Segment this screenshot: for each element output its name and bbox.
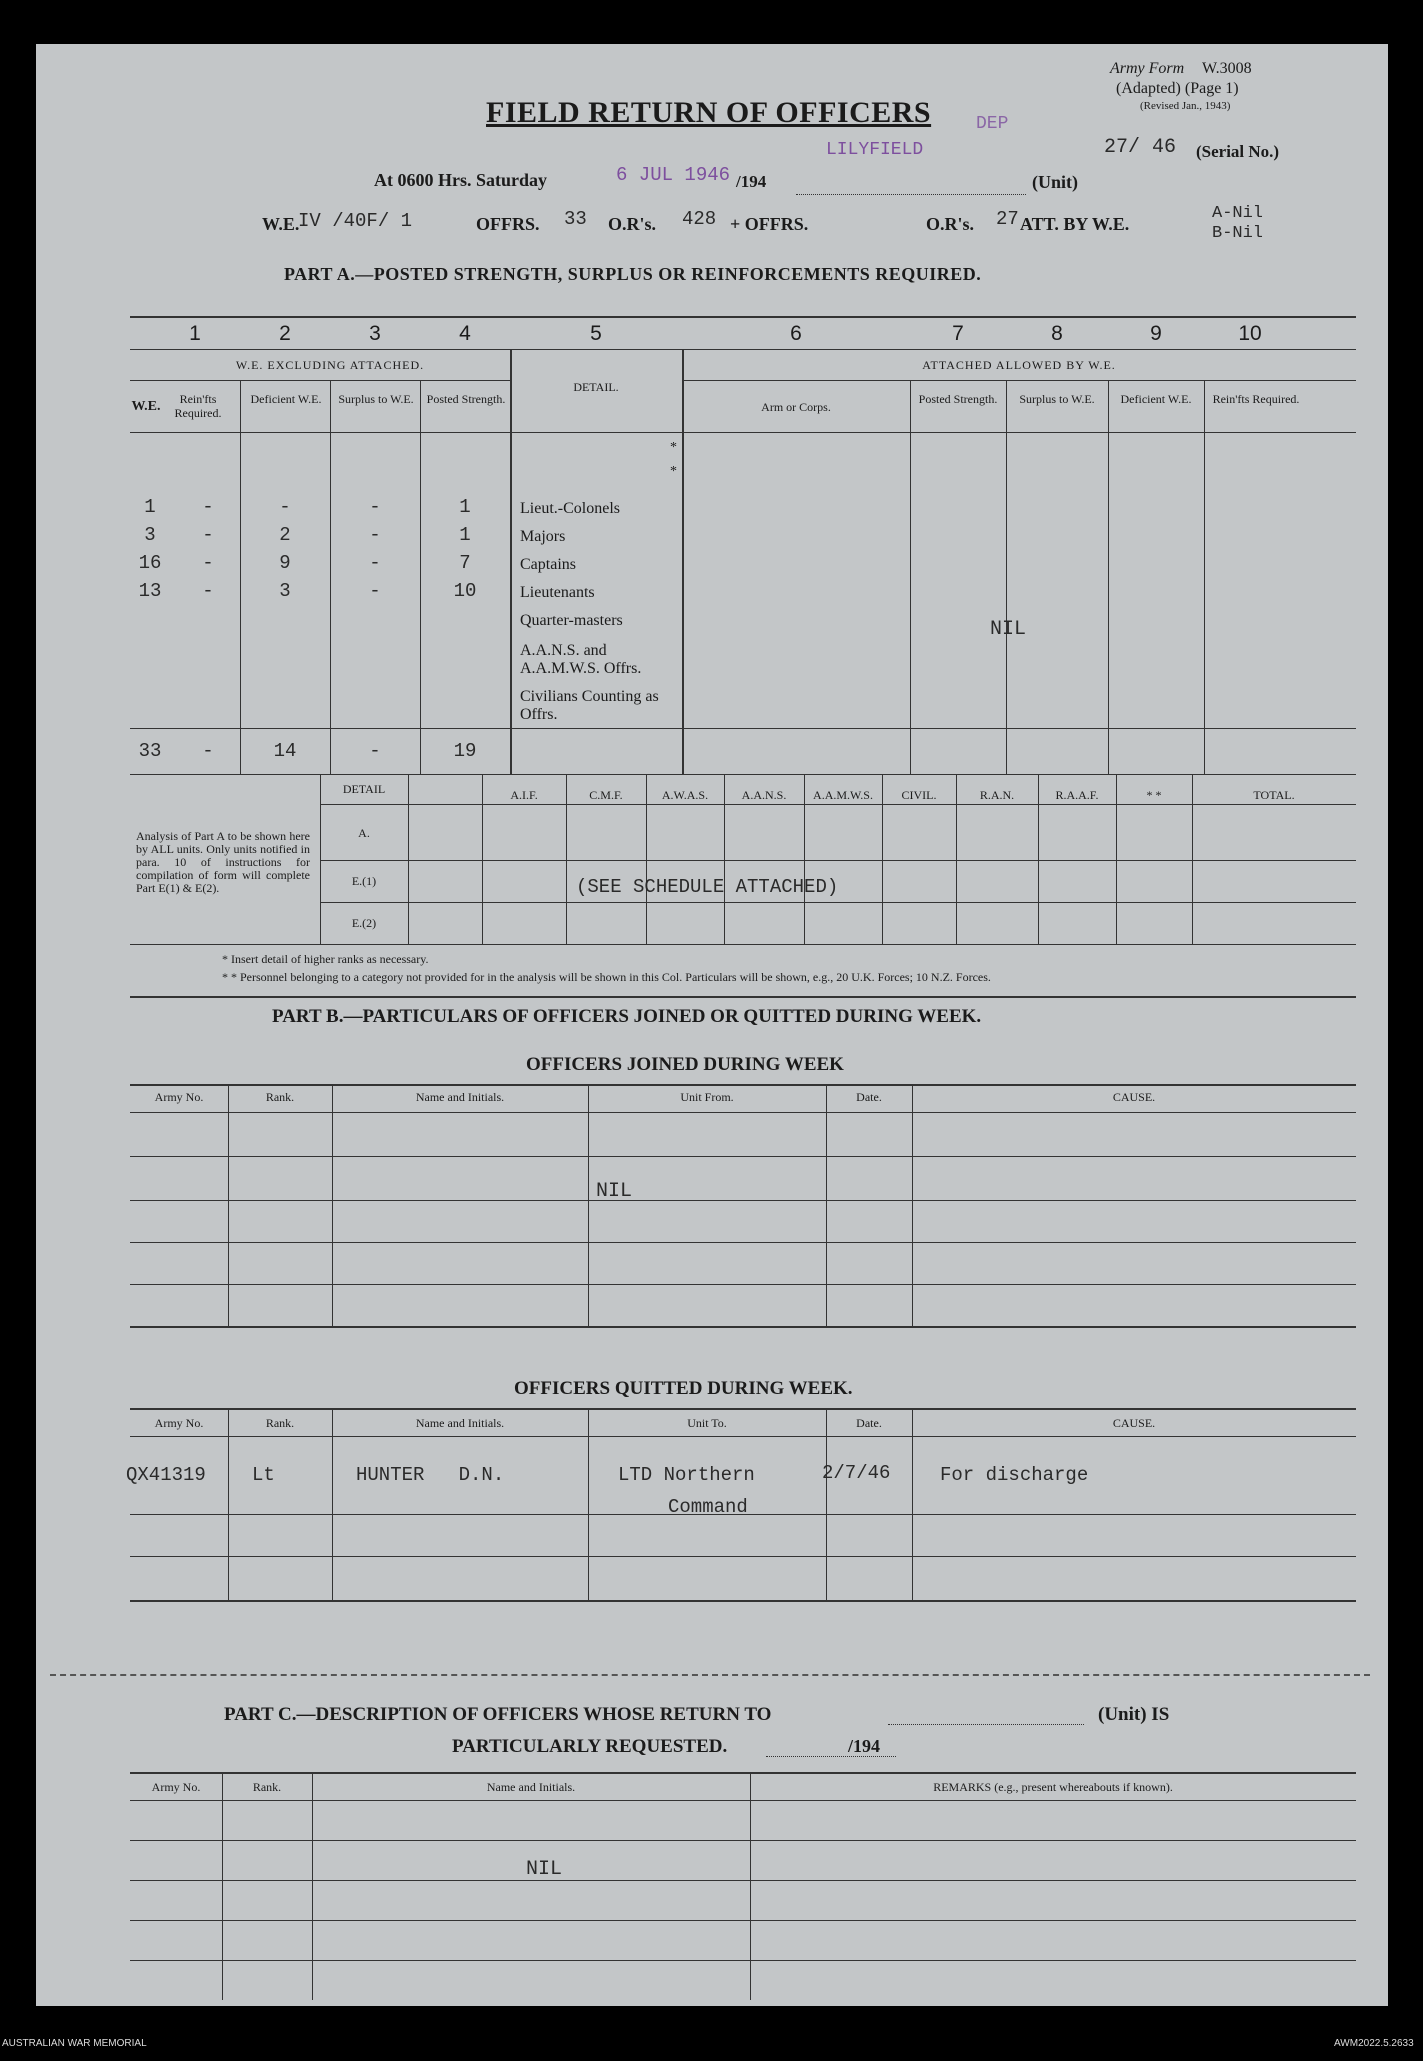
part-c-rank-header: Rank. [252, 1780, 282, 1794]
part-a-bottom-rule [130, 996, 1356, 998]
analysis-row-a: A. [358, 826, 370, 840]
quitted-unit-to-header: Unit To. [687, 1416, 727, 1430]
col-number-9: 9 [1150, 322, 1162, 345]
part-c-army-no-header: Army No. [151, 1780, 201, 1794]
part-c-date-blank: /194 [848, 1736, 881, 1756]
detail-civilians: Civilians Counting as Offrs. [520, 688, 659, 723]
date-stamp: 6 JUL 1946 [616, 164, 731, 186]
joined-nil: NIL [596, 1180, 633, 1203]
col-number-2: 2 [279, 322, 291, 345]
army-form-label: Army Form [1110, 60, 1185, 77]
analysis-row-e2: E.(2) [351, 916, 377, 930]
joined-rank-header: Rank. [265, 1090, 295, 1104]
posted-header: Posted Strength. [426, 392, 506, 406]
ors-label: O.R's. [608, 214, 657, 234]
quitted-date-header: Date. [856, 1416, 882, 1430]
unit-stamp: LILYFIELD [826, 140, 924, 160]
footer-left: AUSTRALIAN WAR MEMORIAL [2, 2038, 147, 2049]
surplus-header: Surplus to W.E. [338, 392, 414, 406]
attached-allowed-header: ATTACHED ALLOWED BY W.E. [922, 358, 1116, 372]
col-number-3: 3 [369, 322, 381, 345]
joined-date-header: Date. [856, 1090, 882, 1104]
part-a-title: PART A.—POSTED STRENGTH, SURPLUS OR REINFORCEMENTS REQUIRED. [284, 264, 982, 284]
detail-aans: A.A.N.S. and A.A.M.W.S. Offrs. [520, 642, 642, 677]
quitted-army-no: QX41319 [126, 1464, 206, 1486]
ors2-value: 27 [996, 208, 1019, 230]
adapted-label: (Adapted) (Page 1) [1116, 80, 1239, 97]
asterisk-1: * [670, 440, 677, 455]
att-posted-header: Posted Strength. [918, 392, 998, 406]
army-form-number: W.3008 [1202, 60, 1252, 77]
we-col-header: W.E. [131, 399, 161, 414]
joined-unit-from-header: Unit From. [680, 1090, 734, 1104]
part-a-top-rule [130, 316, 1356, 318]
serial-number: 27/ 46 [1104, 136, 1177, 159]
serial-label: (Serial No.) [1196, 142, 1280, 161]
analysis-note: Analysis of Part A to be shown here by ALL units. Only units notified in para. 10 of instructions for compilation of form will complete Part E(1) & E(2). [136, 829, 310, 895]
att-a-value: A-Nil [1212, 204, 1264, 223]
footnote-2: * * Personnel belonging to a category not provided for in the analysis will be shown in this Col. Particulars will be shown, e.g., 20 U.K. Forces; 10 N.Z. Forces. [222, 970, 991, 984]
part-c-nil: NIL [526, 1858, 563, 1881]
offrs-label: OFFRS. [476, 214, 540, 234]
analysis-civil-header: CIVIL. [901, 788, 937, 802]
unit-label: (Unit) [1032, 172, 1078, 192]
we-excluding-header: W.E. EXCLUDING ATTACHED. [235, 358, 425, 372]
tear-off-line [50, 1674, 1370, 1676]
joined-cause-header: CAUSE. [1112, 1090, 1156, 1104]
quitted-name: HUNTER D.N. [356, 1464, 505, 1486]
arm-corps-header: Arm or Corps. [761, 400, 831, 414]
quitted-unit-to-1: LTD Northern [618, 1464, 755, 1486]
col-number-5: 5 [590, 322, 602, 345]
quitted-rank: Lt [252, 1464, 275, 1486]
col-number-7: 7 [952, 322, 964, 345]
part-c-unit-is: (Unit) IS [1098, 1704, 1170, 1725]
ors-value: 428 [682, 208, 717, 230]
joined-name-header: Name and Initials. [415, 1090, 505, 1104]
att-b-value: B-Nil [1212, 224, 1264, 243]
att-by-we-label: ATT. BY W.E. [1020, 214, 1130, 234]
footnote-1: * Insert detail of higher ranks as necessary. [222, 952, 429, 966]
quitted-name-header: Name and Initials. [415, 1416, 505, 1430]
we-label: W.E. [262, 214, 300, 234]
schedule-attached-note: (SEE SCHEDULE ATTACHED) [576, 876, 839, 898]
att-reinf-header: Rein'fts Required. [1212, 392, 1300, 406]
analysis-aamws-header: A.A.M.W.S. [813, 788, 873, 802]
col-number-4: 4 [459, 322, 471, 345]
quitted-cause: For discharge [940, 1464, 1089, 1486]
quitted-title: OFFICERS QUITTED DURING WEEK. [514, 1378, 853, 1399]
analysis-row-e1: E.(1) [351, 874, 377, 888]
analysis-ran-header: R.A.N. [979, 788, 1015, 802]
analysis-raaf-header: R.A.A.F. [1055, 788, 1099, 802]
col-number-6: 6 [790, 322, 802, 345]
analysis-awas-header: A.W.A.S. [661, 788, 709, 802]
part-c-remarks-header: REMARKS (e.g., present whereabouts if known). [933, 1780, 1173, 1794]
att-deficient-header: Deficient W.E. [1120, 392, 1192, 406]
col-number-1: 1 [189, 322, 201, 345]
offrs2-label: + OFFRS. [730, 214, 809, 234]
reinf-header: Rein'fts Required. [174, 392, 222, 420]
quitted-cause-header: CAUSE. [1112, 1416, 1156, 1430]
attached-nil: NIL [990, 618, 1027, 641]
revised-label: (Revised Jan., 1943) [1140, 100, 1231, 112]
quitted-rank-header: Rank. [265, 1416, 295, 1430]
quitted-army-no-header: Army No. [154, 1416, 204, 1430]
col-number-10: 10 [1238, 322, 1262, 345]
detail-quartermasters: Quarter-masters [520, 612, 623, 629]
unit-dotted-line [796, 194, 1026, 195]
analysis-aif-header: A.I.F. [510, 788, 538, 802]
att-surplus-header: Surplus to W.E. [1019, 392, 1095, 406]
analysis-other-header: * * [1146, 788, 1162, 802]
deficient-header: Deficient W.E. [250, 392, 322, 406]
analysis-total-header: TOTAL. [1253, 788, 1295, 802]
joined-title: OFFICERS JOINED DURING WEEK [526, 1054, 844, 1075]
col-number-8: 8 [1051, 322, 1063, 345]
footer-right: AWM2022.5.2633 [1334, 2038, 1414, 2049]
part-c-title-2: PARTICULARLY REQUESTED. [452, 1736, 728, 1757]
analysis-cmf-header: C.M.F. [589, 788, 623, 802]
part-c-title-1: PART C.—DESCRIPTION OF OFFICERS WHOSE RETURN TO [224, 1704, 772, 1725]
joined-army-no-header: Army No. [154, 1090, 204, 1104]
detail-header: DETAIL. [573, 380, 619, 394]
we-value: IV /40F/ 1 [298, 210, 413, 232]
part-b-title: PART B.—PARTICULARS OF OFFICERS JOINED OR QUITTED DURING WEEK. [272, 1006, 982, 1027]
asterisk-2: * [670, 464, 677, 479]
form-paper: Army Form W.3008 (Adapted) (Page 1) (Revised Jan., 1943) FIELD RETURN OF OFFICERS DEP LILYFIELD 27/ 46 (Serial No.) At 0600 Hrs. Saturday 6 JUL 1946 /194 (Unit) W.E. IV /40F/ 1 OFFRS. 33 O.R's. 428 + OFFRS. O.R's. 27 ATT. BY W.E. A-Nil B-Nil PART A.—POSTED STRENGTH, SURPLUS OR REINFORCEMENTS REQUIRED. 1 2 3 4 5 6 7 8 9 10 W.E. EXCLUDING ATTACHED. ATTACHED ALLOWED BY W.E. W.E. Rein'fts Required. Deficient W.E. Surplus to W.E. Posted Strength. DETAIL. Arm or Corps. Posted Strength. Surplus to W.E. Deficient W.E. Rein'fts Required. * * 1 - - - 1 Lieut.-Colonels 3 - 2 - 1 Majors 16 - 9 - 7 Captains 13 - 3 - 10 Lieutenants Quarter-masters A.A.N.S. and A.A.M.W.S. Offrs. Civilians Counting as Offrs. NIL 33 - 14 - 19 Analysis of Part A to be shown here by ALL units. Only units notified in para. 10 of instructions for compilation of form will complete Part E(1) & E(2). DETAIL A.I.F. C.M.F. A.W.A.S. A.A.N.S. A.A.M.W.S. CIVIL. R.A.N. R.A.A.F. * * TOTAL. A. E.(1) E.(2) (SEE SCHEDULE ATTACHED) * Insert detail of higher ranks as necessary. * * Personnel belonging to a category not provided for in the analysis will be shown in this Col. Particulars will be shown, e.g., 20 U.K. Forces; 10 N.Z. Forces. PART B.—PARTICULARS OF OFFICERS JOINED OR QUITTED DURING WEEK. OFFICERS JOINED DURING WEEK Army No. Rank. Name and Initials. Unit From. Date. CAUSE. NIL OFFICERS QUITTED DURING WEEK. Army No. Rank. Name and Initials. Unit To. Date. CAUSE. QX41319 Lt HUNTER D.N. LTD Northern Command 2/7/46 For discharge PART C.—DESCRIPTION OF OFFICERS WHOSE RETURN TO (Unit) IS PARTICULARLY REQUESTED. /194 Army No. Rank. Name and Initials. REMARKS (e.g., present whereabouts if known). NIL [36, 44, 1388, 2006]
part-c-name-header: Name and Initials. [486, 1780, 576, 1794]
offrs-value: 33 [564, 208, 587, 230]
year-suffix: /194 [736, 172, 767, 191]
analysis-aans-header: A.A.N.S. [741, 788, 787, 802]
stamp-extra: DEP [976, 114, 1009, 134]
quitted-date: 2/7/46 [822, 1462, 891, 1484]
at-hours-label: At 0600 Hrs. Saturday [374, 170, 548, 190]
quitted-unit-to-2: Command [668, 1496, 748, 1518]
page-title: FIELD RETURN OF OFFICERS [486, 96, 932, 129]
analysis-detail-header: DETAIL [342, 782, 386, 796]
ors2-label: O.R's. [926, 214, 975, 234]
